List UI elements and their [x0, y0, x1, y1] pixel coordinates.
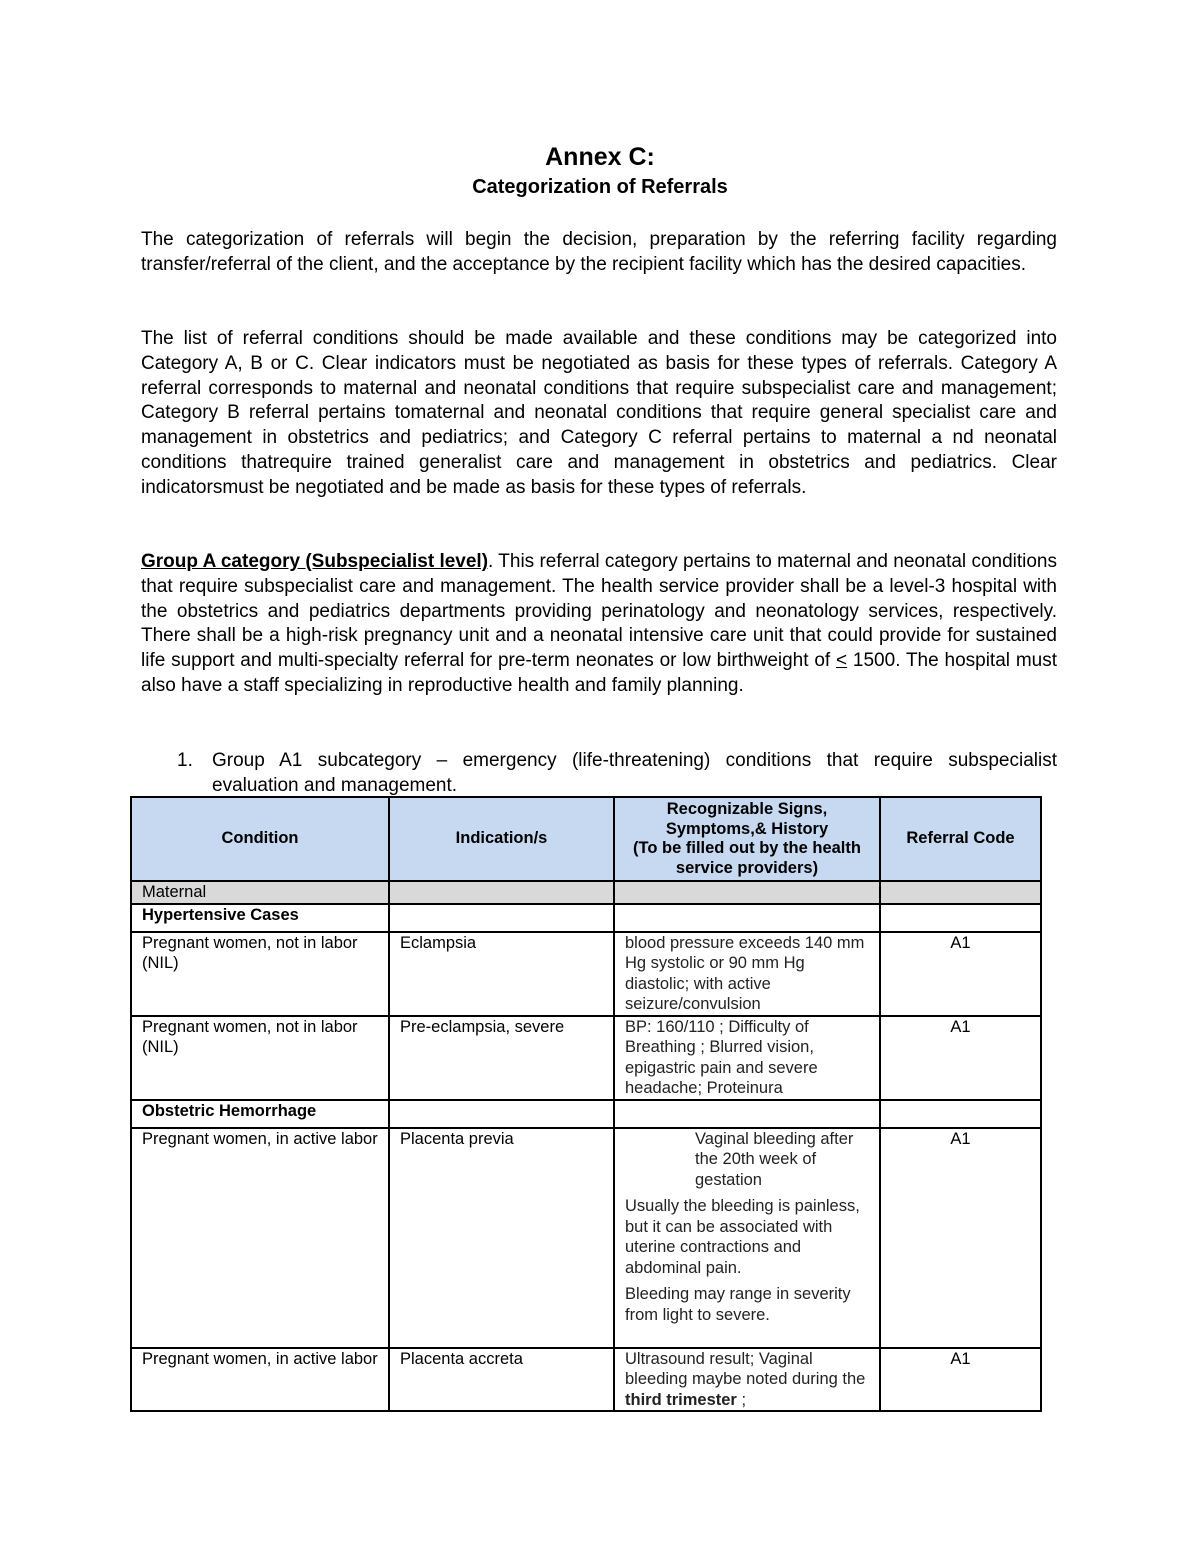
signs-cell: BP: 160/110 ; Difficulty of Breathing ; Blurred vision, epigastric pain and severe headache; Proteinura — [614, 1016, 880, 1100]
indication-cell: Placenta accreta — [389, 1348, 614, 1412]
signs-line: Vaginal bleeding after the 20th week of gestation — [695, 1129, 854, 1189]
header-indications: Indication/s — [389, 797, 614, 881]
group-label: Obstetric Hemorrhage — [131, 1100, 389, 1128]
code-cell: A1 — [880, 932, 1041, 1016]
condition-cell: Pregnant women, not in labor (NIL) — [131, 1016, 389, 1100]
signs-line: Usually the bleeding is painless, but it can be associated with uterine contractions and abdominal pain. — [625, 1197, 860, 1277]
header-signs-line2: Symptoms,& History — [665, 819, 829, 838]
code-cell: A1 — [880, 1016, 1041, 1100]
list-number: 1. — [177, 750, 193, 771]
table-row — [131, 1128, 1041, 1348]
group-a-text-2: 1500. The hospital must also have a staff specializing in reproductive health and family planning. — [141, 650, 1057, 696]
condition-cell: Pregnant women, not in labor (NIL) — [131, 932, 389, 1016]
page-subtitle: Categorization of Referrals — [472, 176, 728, 198]
signs-line: Bleeding may range in severity from light to severe. — [625, 1285, 851, 1324]
indication-cell: Pre-eclampsia, severe — [389, 1016, 614, 1100]
indication-cell: Eclampsia — [389, 932, 614, 1016]
table-header-row — [131, 797, 1041, 881]
header-signs — [614, 797, 880, 881]
condition-cell: Pregnant women, in active labor — [131, 1128, 389, 1348]
intro-paragraph: The categorization of referrals will begin the decision, preparation by the referring facility regarding transfer/referral of the client, and the acceptance by the recipient facility which has the desired capacities. — [141, 229, 1057, 275]
header-condition: Condition — [131, 797, 389, 881]
referral-table — [130, 796, 1042, 1412]
list-item: Group A1 subcategory – emergency (life-threatening) conditions that require subspecialist evaluation and management. — [212, 750, 1057, 796]
header-signs-line1: Recognizable Signs, — [666, 800, 828, 818]
group-label: Hypertensive Cases — [131, 904, 389, 932]
signs-end: ; — [736, 1390, 747, 1409]
table-row — [131, 932, 1041, 1016]
signs-bold: third trimester — [625, 1390, 737, 1409]
group-a-text-1: . This referral category pertains to maternal and neonatal conditions that require subspecialist care and management. The health service provider shall be a level-3 hospital with the obstetrics and pediatrics departments providing perinatology and neonatology services, respectively. There shall be a high-risk pregnancy unit and a neonatal intensive care unit that could provide for sustained life support and multi-specialty referral for pre-term neonates or low birthweight of — [141, 551, 1057, 672]
condition-cell: Pregnant women, in active labor — [131, 1348, 389, 1412]
table-row — [131, 1348, 1041, 1412]
page-title: Annex C: — [545, 143, 655, 171]
header-code: Referral Code — [880, 797, 1041, 881]
group-row-hemorrhage — [131, 1100, 1041, 1128]
group-a-paragraph — [141, 550, 1057, 699]
table-row — [131, 1016, 1041, 1100]
signs-cell — [614, 1348, 880, 1412]
group-a-heading: Group A category (Subspecialist level) — [141, 551, 489, 572]
signs-cell — [614, 1128, 880, 1348]
signs-cell: blood pressure exceeds 140 mm Hg systolic or 90 mm Hg diastolic; with active seizure/convulsion — [614, 932, 880, 1016]
section-row-maternal — [131, 881, 1041, 904]
leq-symbol: < — [836, 650, 848, 672]
code-cell: A1 — [880, 1128, 1041, 1348]
group-row-hypertensive — [131, 904, 1041, 932]
categories-paragraph: The list of referral conditions should be made available and these conditions may be categorized into Category A, B or C. Clear indicators must be negotiated as basis for these types of referrals. Category A referral corresponds to maternal and neonatal conditions that require subspecialist care and management; Category B referral pertains tomaternal and neonatal conditions that require general specialist care and management in obstetrics and pediatrics; and Category C referral pertains to maternal a nd neonatal conditions thatrequire trained generalist care and management in obstetrics and pediatrics. Clear indicatorsmust be negotiated and be made as basis for these types of referrals. — [141, 328, 1057, 498]
section-label: Maternal — [131, 881, 389, 904]
header-signs-line3: (To be filled out by the health service providers) — [633, 839, 861, 877]
signs-text: Ultrasound result; Vaginal bleeding maybe noted during the — [625, 1349, 866, 1388]
indication-cell: Placenta previa — [389, 1128, 614, 1348]
code-cell: A1 — [880, 1348, 1041, 1412]
